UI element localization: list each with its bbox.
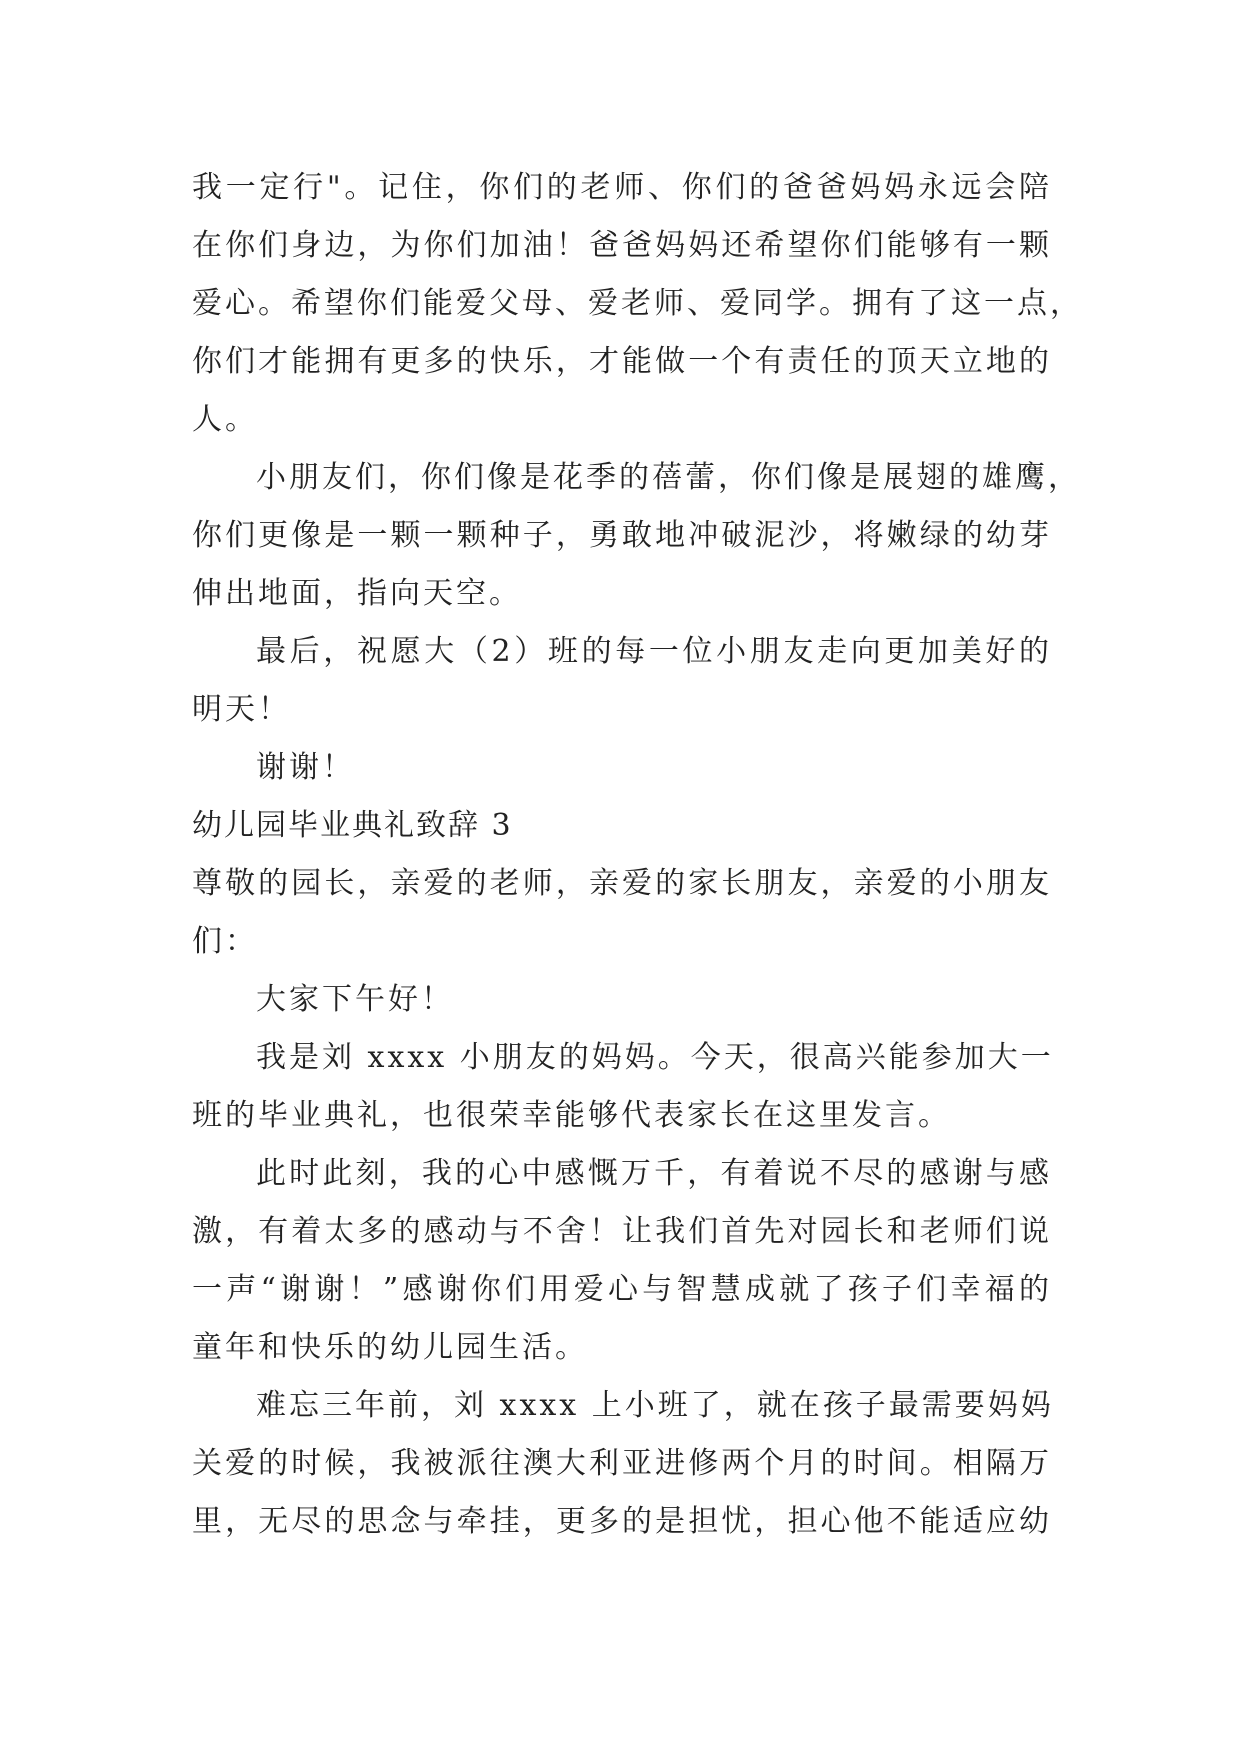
- text-line: 里，无尽的思念与牵挂，更多的是担忧，担心他不能适应幼: [192, 1504, 1052, 1539]
- text-line: 爱心。希望你们能爱父母、爱老师、爱同学。拥有了这一点，: [192, 286, 1083, 321]
- text-line: 们：: [192, 924, 258, 959]
- paragraph: [192, 1377, 1052, 1551]
- text-line: 明天！: [192, 692, 291, 727]
- document-body: [192, 159, 1083, 1551]
- text-line: 此时此刻，我的心中感慨万千，有着说不尽的感谢与感: [256, 1156, 1052, 1191]
- paragraph: [192, 1029, 1052, 1145]
- text-line: 大家下午好！: [256, 982, 454, 1017]
- text-line: 尊敬的园长，亲爱的老师，亲爱的家长朋友，亲爱的小朋友: [192, 866, 1052, 901]
- text-line: 最后，祝愿大（2）班的每一位小朋友走向更加美好的: [256, 634, 1052, 669]
- greeting: [192, 971, 1052, 1029]
- text-line: 小朋友们，你们像是花季的蓓蕾，你们像是展翅的雄鹰，: [256, 460, 1081, 495]
- paragraph: [192, 623, 1052, 739]
- text-line: 你们才能拥有更多的快乐，才能做一个有责任的顶天立地的: [192, 344, 1052, 379]
- heading-text: 幼儿园毕业典礼致辞 3: [192, 808, 513, 843]
- text-line: 童年和快乐的幼儿园生活。: [192, 1330, 588, 1365]
- text-line: 一声“谢谢！”感谢你们用爱心与智慧成就了孩子们幸福的: [192, 1272, 1052, 1307]
- paragraph: [192, 1145, 1052, 1377]
- text-line: 人。: [192, 402, 258, 437]
- text-line: 谢谢！: [256, 750, 355, 785]
- text-line: 伸出地面，指向天空。: [192, 576, 522, 611]
- text-line: 激，有着太多的感动与不舍！让我们首先对园长和老师们说: [192, 1214, 1052, 1249]
- salutation: [192, 855, 1052, 971]
- text-line: 在你们身边，为你们加油！爸爸妈妈还希望你们能够有一颗: [192, 228, 1052, 263]
- text-line: 关爱的时候，我被派往澳大利亚进修两个月的时间。相隔万: [192, 1446, 1052, 1481]
- text-line: 难忘三年前，刘 xxxx 上小班了，就在孩子最需要妈妈: [256, 1388, 1054, 1423]
- text-line: 我一定行"。记住，你们的老师、你们的爸爸妈妈永远会陪: [192, 170, 1052, 205]
- text-line: 我是刘 xxxx 小朋友的妈妈。今天，很高兴能参加大一: [256, 1040, 1054, 1075]
- text-line: 你们更像是一颗一颗种子，勇敢地冲破泥沙，将嫩绿的幼芽: [192, 518, 1052, 553]
- section-heading: [192, 797, 1052, 855]
- paragraph-thanks: [192, 739, 1052, 797]
- paragraph-continuation: [192, 159, 1083, 449]
- text-line: 班的毕业典礼，也很荣幸能够代表家长在这里发言。: [192, 1098, 951, 1133]
- paragraph: [192, 449, 1081, 623]
